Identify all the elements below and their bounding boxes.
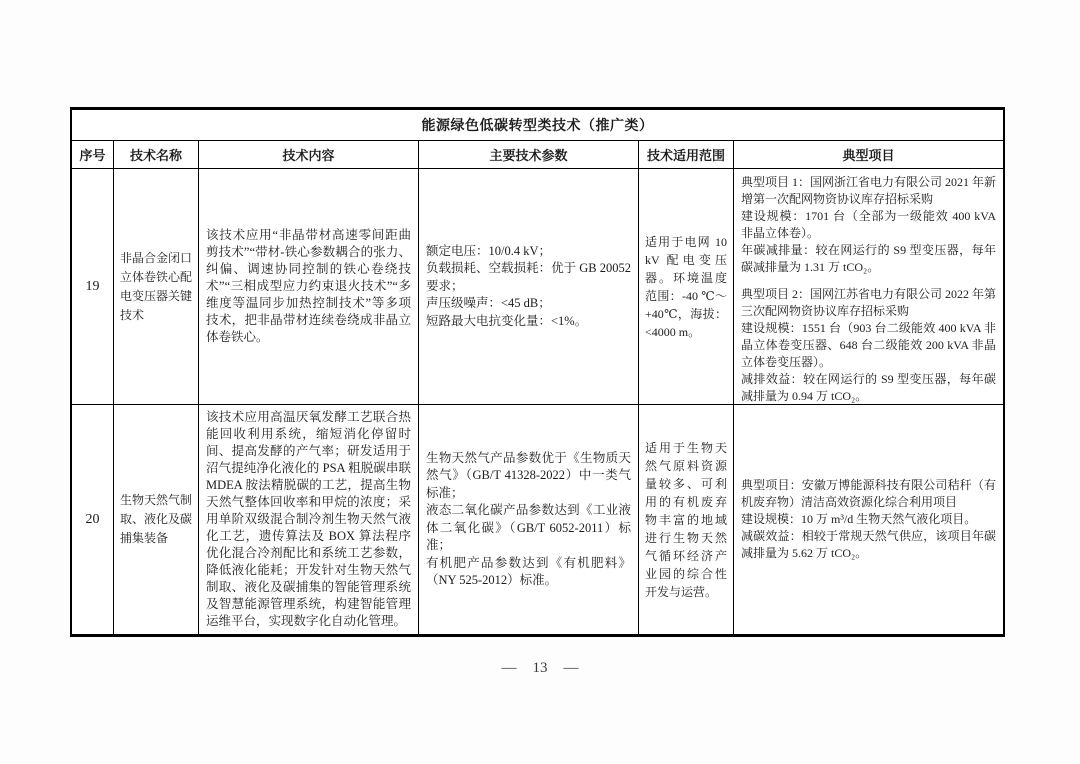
footer-dash-right: — [563,660,579,676]
paragraph: 适用于电网 10 kV 配电变压器。环境温度范围：-40 ℃～+40℃，海拔：<4000 m。 [645,234,727,339]
paragraph: 生物天然气产品参数优于《生物质天然气》（GB/T 41328-2022）中一类气标准； [426,450,631,500]
row20-tech-content [199,405,419,634]
paragraph: 减碳效益：相较于常规天然气供应，该项目年碳减排量为 5.62 万 tCO₂。 [741,529,996,560]
table-title: 能源绿色低碳转型类技术（推广类） [72,110,1003,141]
paragraph: 建设规模：1701 台（全部为一级能效 400 kVA 非晶立体卷）。 [741,209,996,240]
paragraph: 该技术应用“非晶带材高速零间距曲剪技术”“带材-铁心参数耦合的张力、纠偏、调速协同控制的铁心卷绕技术”“三相成型应力约束退火技术”“多维度等温同步加热控制技术”等多项技术，把非晶带材连续卷绕成非晶立体卷铁心。 [206,228,411,344]
column-header-no: 序号 [72,141,114,169]
column-header-name: 技术名称 [114,141,199,169]
paragraph: 减排效益：较在网运行的 S9 型变压器，每年碳减排量为 0.94 万 tCO₂。 [741,372,996,403]
column-header-projects: 典型项目 [734,141,1003,169]
paragraph: 典型项目：安徽万博能源科技有限公司秸秆（有机废弃物）清洁高效资源化综合利用项目 [741,478,996,509]
row20-tech-params [419,405,639,634]
column-header-scope: 技术适用范围 [639,141,734,169]
row20-number: 20 [72,405,114,634]
footer-dash-left: — [501,660,517,676]
row20-scope [639,405,734,634]
row19-scope [639,169,734,405]
row19-projects [734,169,1003,405]
row19-tech-name: 非晶合金闭口立体卷铁心配电变压器关键技术 [114,169,199,405]
row19-tech-content [199,169,419,405]
paragraph: 负载损耗、空载损耗：优于 GB 20052 要求； [426,261,631,293]
column-header-params: 主要技术参数 [419,141,639,169]
page-number: 13 [532,660,548,676]
row19-tech-params [419,169,639,405]
document-table [70,107,1005,637]
paragraph: 该技术应用高温厌氧发酵工艺联合热能回收利用系统，缩短消化停留时间、提高发酵的产气率；研发适用于沼气提纯净化液化的 PSA 粗脱碳串联 MDEA 胺法精脱碳的工艺，提高生物天然气整体回收率和甲烷的浓度；采用单阶双级混合制冷剂生物天然气液化工艺，遗传算法及 BOX 算法程序优化混合冷剂配比和系统工艺参数，降低液化能耗；开发针对生物天然气制取、液化及碳捕集的智能管理系统及智慧能源管理系统，构建智能管理运维平台，实现数字化自动化管理。 [206,410,411,628]
paragraph: 有机肥产品参数达到《有机肥料》（NY 525-2012）标准。 [426,555,631,587]
row20-projects [734,405,1003,634]
paragraph: 额定电压：10/0.4 kV； [426,243,552,258]
paragraph: 建设规模：1551 台（903 台二级能效 400 kVA 非晶立体卷变压器、648 台二级能效 200 kVA 非晶立体卷变压器）。 [741,321,996,369]
paragraph: 声压级噪声：<45 dB； [426,296,551,311]
paragraph: 年碳减排量：较在网运行的 S9 型变压器，每年碳减排量为 1.31 万 tCO₂。 [741,243,996,274]
page-footer [0,660,1080,677]
paragraph: 建设规模：10 万 m³/d 生物天然气液化项目。 [741,512,977,526]
row20-tech-name: 生物天然气制取、液化及碳捕集装备 [114,405,199,634]
row19-number: 19 [72,169,114,405]
table-grid [72,141,1003,634]
paragraph: 液态二氧化碳产品参数达到《工业液体二氧化碳》（GB/T 6052-2011）标准； [426,503,631,552]
column-header-content: 技术内容 [199,141,419,169]
paragraph: 短路最大电抗变化量：<1%。 [426,313,588,328]
paragraph: 典型项目 2：国网江苏省电力有限公司 2022 年第三次配网物资协议库存招标采购 [741,287,997,318]
paragraph: 适用于生物天然气原料资源量较多、可利用的有机废弃物丰富的地域进行生物天然气循环经济产业园的综合性开发与运营。 [645,440,727,599]
paragraph: 典型项目 1：国网浙江省电力有限公司 2021 年新增第一次配网物资协议库存招标采购 [741,175,997,206]
